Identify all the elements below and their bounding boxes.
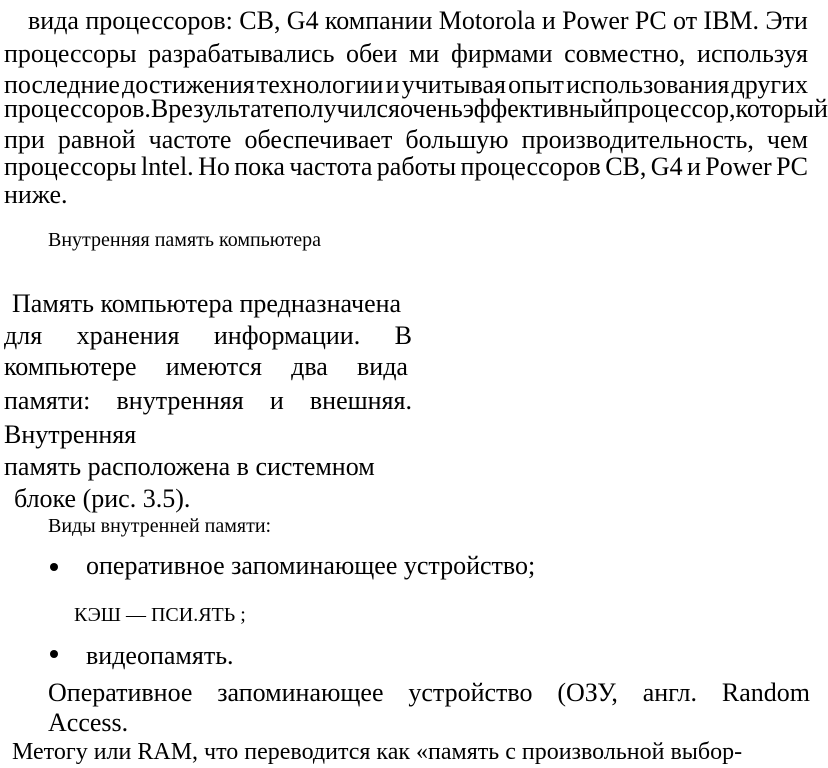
memory-paragraph-line-5: Внутренняя — [4, 420, 137, 449]
ram-paragraph-line-2: Access. — [48, 708, 129, 737]
bullet-dot-icon — [50, 563, 58, 571]
top-paragraph-line-5: при равной частоте обеспечивает большую производительность, чем — [4, 125, 808, 154]
memory-paragraph-line-4: памяти: внутренняя и внешняя. — [4, 386, 412, 415]
memory-paragraph-line-1: Память компьютера предназначена — [12, 289, 402, 318]
bullet-dot-icon — [50, 650, 58, 658]
ram-paragraph-line-1: Оперативное запоминающее устройство (ОЗУ, англ. Random — [48, 678, 810, 707]
cache-line: КЭШ — ПСИ.ЯТЬ ; — [74, 604, 246, 626]
top-paragraph-line-3: последние достижения технологии и учитывая опыт использования других — [4, 70, 808, 99]
bullet-item-video-memory: видеопамять. — [86, 641, 234, 670]
section-heading: Внутренняя память компьютера — [48, 229, 321, 251]
memory-paragraph-line-7: блоке (рис. 3.5). — [14, 484, 191, 513]
top-paragraph-line-7: ниже. — [4, 180, 68, 209]
ram-paragraph-line-3: Метогу или RAM, что переводится как «память с произвольной выбор- — [12, 739, 743, 765]
top-paragraph-line-1: вида процессоров: СВ, G4 компании Motorola и Power PC от IBM. Эти — [28, 6, 808, 35]
top-paragraph-line-4: процессоров. В результате получился очень эффективный процессор, который — [4, 94, 828, 123]
top-paragraph-line-6: процессоры lntel. Но пока частота работы процессоров СВ, G4 и Power PC — [4, 152, 808, 181]
memory-paragraph-line-2: для хранения информации. В — [4, 321, 412, 350]
types-heading: Виды внутренней памяти: — [48, 515, 272, 537]
bullet-item-ram: оперативное запоминающее устройство; — [86, 551, 536, 580]
top-paragraph-line-2: процессоры разрабатывались обеи ми фирмами совместно, используя — [4, 39, 808, 68]
memory-paragraph-line-6: память расположена в системном — [4, 452, 375, 481]
memory-paragraph-line-3: компьютере имеются два вида — [4, 352, 408, 381]
